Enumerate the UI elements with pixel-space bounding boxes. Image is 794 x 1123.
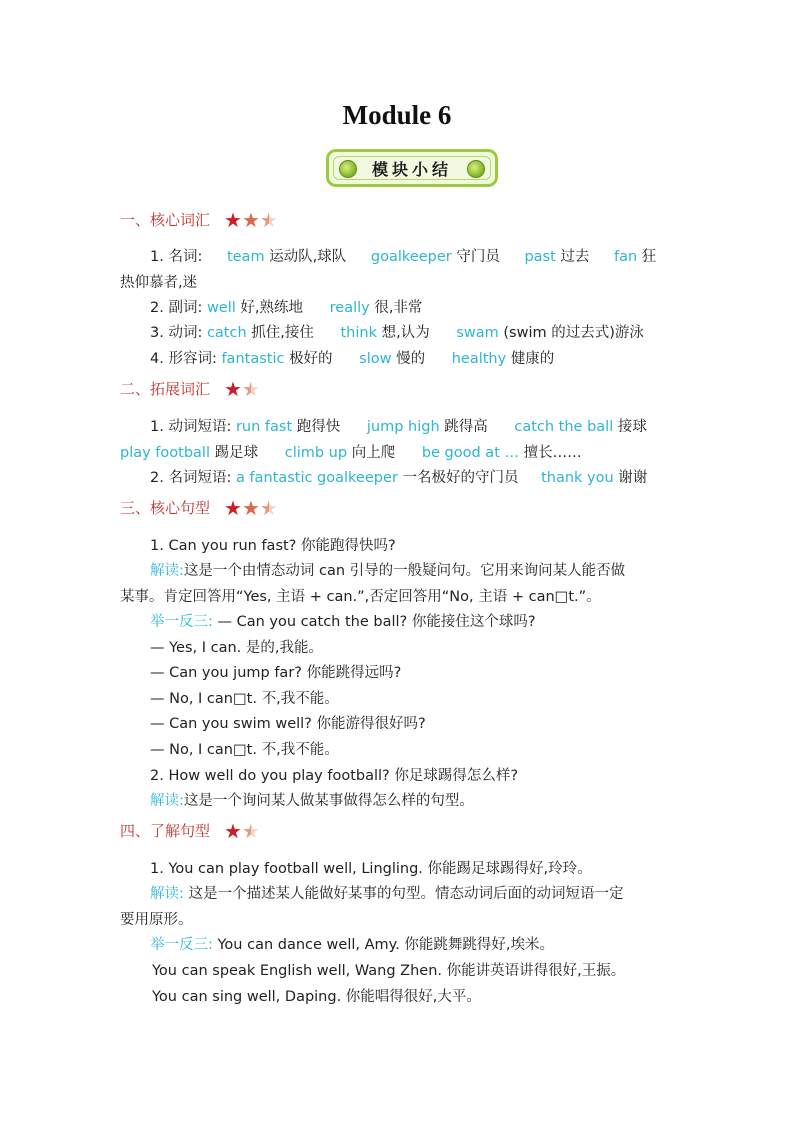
vocab-line-verbs: 3. 动词: catch 抓住,接住 think 想,认为 swam (swim 的过去式)游泳	[150, 325, 644, 341]
vocab-line-adverbs: 2. 副词: well 好,熟练地 really 很,非常	[150, 300, 423, 316]
star-full-icon: ★	[241, 495, 260, 520]
star-full-icon: ★	[224, 495, 242, 520]
explanation-s4: 解读: 这是一个描述某人能做好某事的句型。情态动词后面的动词短语一定	[150, 886, 624, 902]
example-1: 举一反三: — Can you catch the ball? 你能接住这个球吗?	[150, 614, 536, 630]
example-s4-3: You can sing well, Daping. 你能唱得很好,大平。	[152, 989, 481, 1005]
vocab-line-nouns: 1. 名词: team 运动队,球队 goalkeeper 守门员 past 过去 fan 狂	[150, 249, 657, 265]
explanation-1: 解读:这是一个由情态动词 can 引导的一般疑问句。它用来询问某人能否做	[150, 563, 626, 579]
star-full-icon: ★	[224, 818, 242, 843]
star-full-icon: ★	[224, 376, 242, 401]
rating-stars	[224, 376, 260, 401]
green-dot-icon	[467, 160, 485, 178]
star-full-icon: ★	[224, 207, 242, 232]
explanation-1-cont: 某事。肯定回答用“Yes, 主语 + can.”,否定回答用“No, 主语 + can□t.”。	[120, 589, 601, 605]
section-heading-understand-sentences: 四、了解句型 ★ ★	[120, 818, 260, 843]
star-half-icon: ★	[241, 818, 260, 843]
example-s4-2: You can speak English well, Wang Zhen. 你能讲英语讲得很好,王振。	[152, 963, 626, 979]
explanation-s4-cont: 要用原形。	[120, 912, 193, 928]
section-heading-core-sentences: 三、核心句型 ★ ★ ★	[120, 495, 278, 520]
page-title: Module 6	[342, 100, 452, 130]
badge-label: 模块小结	[371, 159, 452, 179]
sentence-q1: 1. Can you run fast? 你能跑得快吗?	[150, 538, 396, 554]
star-full-icon: ★	[241, 207, 260, 232]
module-summary-badge	[326, 149, 498, 187]
section-heading-core-vocab: 一、核心词汇 ★ ★ ★	[120, 207, 278, 232]
sentence-q2: 2. How well do you play football? 你足球踢得怎么样?	[150, 768, 519, 784]
example-6: — No, I can□t. 不,我不能。	[150, 742, 339, 758]
explanation-2: 解读:这是一个询问某人做某事做得怎么样的句型。	[150, 793, 474, 809]
star-half-icon: ★	[259, 495, 278, 520]
phrase-line-verbs-cont: play football 踢足球 climb up 向上爬 be good at … 擅长……	[120, 445, 582, 461]
rating-stars	[224, 207, 278, 232]
section-heading-extended-vocab: 二、拓展词汇 ★ ★	[120, 376, 260, 401]
star-half-icon: ★	[259, 207, 278, 232]
example-5: — Can you swim well? 你能游得很好吗?	[150, 716, 426, 732]
example-3: — Can you jump far? 你能跳得远吗?	[150, 665, 402, 681]
example-2: — Yes, I can. 是的,我能。	[150, 640, 323, 656]
green-dot-icon	[339, 160, 357, 178]
example-s4-1: 举一反三: You can dance well, Amy. 你能跳舞跳得好,埃米。	[150, 937, 554, 953]
phrase-line-verbs: 1. 动词短语: run fast 跑得快 jump high 跳得高 catch the ball 接球	[150, 419, 647, 435]
rating-stars	[224, 818, 260, 843]
phrase-line-nouns: 2. 名词短语: a fantastic goalkeeper 一名极好的守门员 thank you 谢谢	[150, 470, 648, 486]
star-half-icon: ★	[241, 376, 260, 401]
vocab-line-nouns-cont: 热仰慕者,迷	[120, 275, 198, 291]
sentence-s4-q1: 1. You can play football well, Lingling. 你能踢足球踢得好,玲玲。	[150, 861, 592, 877]
example-4: — No, I can□t. 不,我不能。	[150, 691, 339, 707]
vocab-line-adjectives: 4. 形容词: fantastic 极好的 slow 慢的 healthy 健康的	[150, 351, 555, 367]
rating-stars	[224, 495, 278, 520]
